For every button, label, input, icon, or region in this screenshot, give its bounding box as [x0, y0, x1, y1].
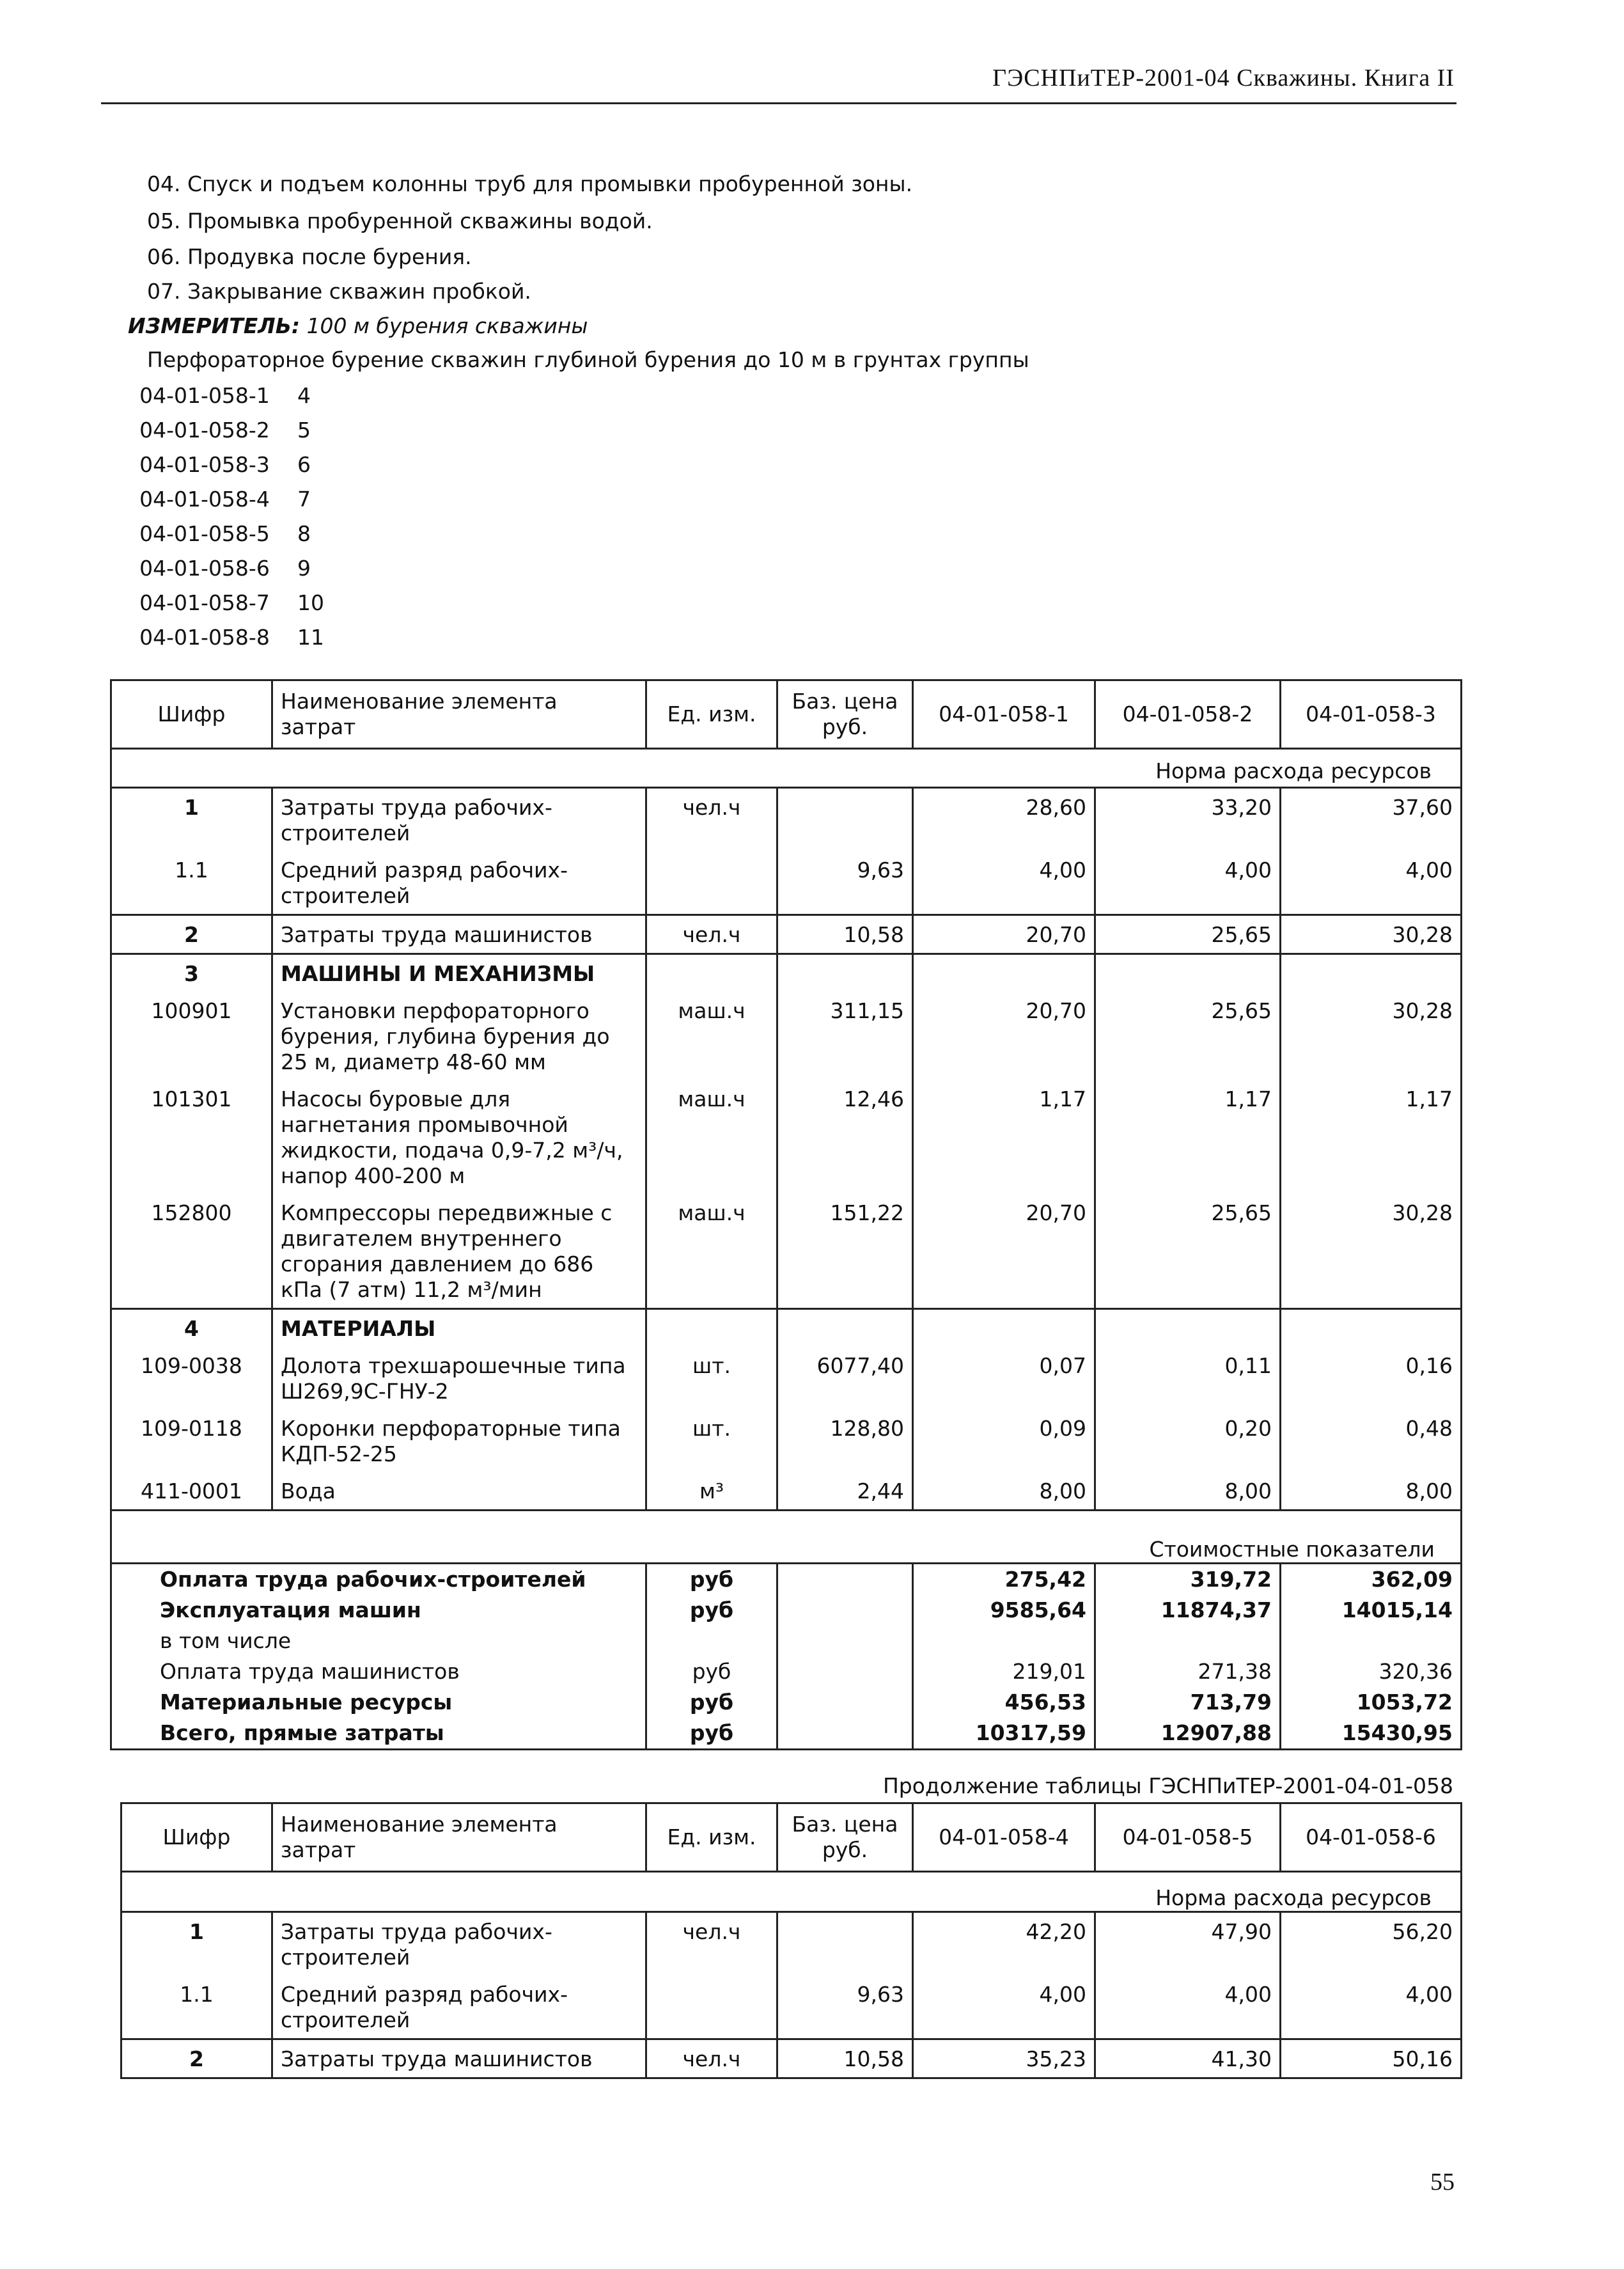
- row-name: Вода: [272, 1472, 646, 1511]
- soil-group: 9: [297, 556, 311, 581]
- table-row: [111, 1309, 1462, 1347]
- step-06: 06. Продувка после бурения.: [147, 244, 472, 269]
- row-price: 12,46: [777, 1080, 913, 1194]
- row-value: 50,16: [1281, 2039, 1462, 2078]
- row-value: [1095, 1309, 1281, 1347]
- code-value: 04-01-058-8: [139, 625, 270, 650]
- row-price: [777, 1912, 913, 1976]
- cost-unit: руб: [646, 1718, 777, 1750]
- row-code: 1.1: [121, 1975, 272, 2039]
- row-code: 411-0001: [111, 1472, 272, 1511]
- soil-group: 7: [297, 487, 311, 512]
- cost-price: [777, 1564, 913, 1596]
- norm-label-row: [121, 1872, 1462, 1912]
- cost-value: [1281, 1626, 1462, 1656]
- cost-price: [777, 1626, 913, 1656]
- cost-value: [913, 1626, 1095, 1656]
- row-name: Установки перфораторного бурения, глубина бурения до 25 м, диаметр 48-60 мм: [272, 992, 646, 1080]
- header-name: Наименование элемента затрат: [272, 680, 646, 749]
- code-list-item: [112, 379, 324, 413]
- meter-line: [128, 313, 588, 338]
- cost-price: [777, 1656, 913, 1687]
- row-value: [913, 1309, 1095, 1347]
- table-row: [111, 1080, 1462, 1194]
- cost-row: [111, 1564, 1462, 1596]
- row-value: 1,17: [913, 1080, 1095, 1194]
- page-header-title: ГЭСНПиТЕР-2001-04 Скважины. Книга II: [992, 65, 1455, 91]
- cost-unit: руб: [646, 1595, 777, 1626]
- cost-value: 275,42: [913, 1564, 1095, 1596]
- row-value: 0,09: [913, 1409, 1095, 1472]
- row-value: 47,90: [1095, 1912, 1281, 1976]
- soil-group: 10: [297, 590, 324, 615]
- row-value: [1281, 1309, 1462, 1347]
- header-code: Шифр: [121, 1803, 272, 1872]
- table-row: [121, 2039, 1462, 2078]
- table-row: [121, 1975, 1462, 2039]
- row-name: Насосы буровые для нагнетания промывочной жидкости, подача 0,9-7,2 м³/ч, напор 400-200 м: [272, 1080, 646, 1194]
- cost-row: [111, 1718, 1462, 1750]
- row-value: 0,07: [913, 1347, 1095, 1409]
- row-value: 4,00: [913, 851, 1095, 915]
- row-value: 0,11: [1095, 1347, 1281, 1409]
- cost-value: 11874,37: [1095, 1595, 1281, 1626]
- cost-name: Оплата труда машинистов: [111, 1656, 646, 1687]
- table-row: [111, 1472, 1462, 1511]
- cost-value: [1095, 1626, 1281, 1656]
- table-row: [111, 954, 1462, 993]
- row-value: [1281, 954, 1462, 993]
- row-name: Средний разряд рабочих-строителей: [272, 851, 646, 915]
- code-list-item: [112, 586, 324, 620]
- table-description: Перфораторное бурение скважин глубиной бурения до 10 м в грунтах группы: [147, 347, 1029, 372]
- row-unit: маш.ч: [646, 992, 777, 1080]
- table-row: [111, 1347, 1462, 1409]
- row-value: 30,28: [1281, 992, 1462, 1080]
- cost-price: [777, 1718, 913, 1750]
- header-rule: [101, 102, 1456, 104]
- row-code: 100901: [111, 992, 272, 1080]
- code-value: 04-01-058-1: [139, 383, 270, 408]
- cost-value: 362,09: [1281, 1564, 1462, 1596]
- row-value: 8,00: [1281, 1472, 1462, 1511]
- code-value: 04-01-058-3: [139, 452, 270, 477]
- code-list-item: [112, 551, 324, 586]
- soil-group: 5: [297, 418, 311, 443]
- resource-table-1: [110, 679, 1462, 1750]
- cost-value: 9585,64: [913, 1595, 1095, 1626]
- row-name: Затраты труда рабочих-строителей: [272, 1912, 646, 1976]
- step-05: 05. Промывка пробуренной скважины водой.: [147, 208, 653, 233]
- table-header-row: [121, 1803, 1462, 1872]
- soil-group: 11: [297, 625, 324, 650]
- row-value: 8,00: [913, 1472, 1095, 1511]
- code-value: 04-01-058-6: [139, 556, 270, 581]
- row-unit: чел.ч: [646, 915, 777, 954]
- table-row: [111, 1409, 1462, 1472]
- cost-unit: [646, 1626, 777, 1656]
- row-unit: маш.ч: [646, 1194, 777, 1309]
- cost-price: [777, 1687, 913, 1718]
- row-price: 10,58: [777, 915, 913, 954]
- norm-label: Норма расхода ресурсов: [121, 1872, 1462, 1912]
- row-price: [777, 1309, 913, 1347]
- row-code: 3: [111, 954, 272, 993]
- cost-price: [777, 1595, 913, 1626]
- norm-label-row: [111, 749, 1462, 788]
- row-value: 28,60: [913, 788, 1095, 852]
- row-value: 20,70: [913, 1194, 1095, 1309]
- cost-value: 456,53: [913, 1687, 1095, 1718]
- table-1-costs: [111, 1564, 1462, 1750]
- row-unit: [646, 1975, 777, 2039]
- meter-label: ИЗМЕРИТЕЛЬ:: [128, 313, 301, 338]
- cost-label: Стоимостные показатели: [111, 1511, 1462, 1564]
- row-price: 2,44: [777, 1472, 913, 1511]
- row-name: МАТЕРИАЛЫ: [272, 1309, 646, 1347]
- row-value: 25,65: [1095, 1194, 1281, 1309]
- code-list-item: [112, 413, 324, 448]
- row-value: 30,28: [1281, 1194, 1462, 1309]
- code-list-item: [112, 517, 324, 551]
- cost-name: Всего, прямые затраты: [111, 1718, 646, 1750]
- table-header-row: [111, 680, 1462, 749]
- row-code: 1.1: [111, 851, 272, 915]
- row-price: 10,58: [777, 2039, 913, 2078]
- header-col-6: 04-01-058-6: [1281, 1803, 1462, 1872]
- header-unit: Ед. изм.: [646, 680, 777, 749]
- cost-row: [111, 1595, 1462, 1626]
- cost-value: 14015,14: [1281, 1595, 1462, 1626]
- row-unit: [646, 851, 777, 915]
- row-code: 2: [111, 915, 272, 954]
- row-price: 311,15: [777, 992, 913, 1080]
- row-value: 8,00: [1095, 1472, 1281, 1511]
- row-unit: чел.ч: [646, 788, 777, 852]
- table-row: [111, 1194, 1462, 1309]
- header-unit: Ед. изм.: [646, 1803, 777, 1872]
- row-value: 37,60: [1281, 788, 1462, 852]
- row-name: МАШИНЫ И МЕХАНИЗМЫ: [272, 954, 646, 993]
- header-col-1: 04-01-058-1: [913, 680, 1095, 749]
- row-value: 56,20: [1281, 1912, 1462, 1976]
- step-07: 07. Закрывание скважин пробкой.: [147, 279, 531, 304]
- step-04: 04. Спуск и подъем колонны труб для промывки пробуренной зоны.: [147, 171, 913, 196]
- cost-value: 1053,72: [1281, 1687, 1462, 1718]
- row-value: 4,00: [1281, 1975, 1462, 2039]
- row-code: 1: [111, 788, 272, 852]
- row-unit: чел.ч: [646, 1912, 777, 1976]
- table-row: [111, 992, 1462, 1080]
- row-value: 0,16: [1281, 1347, 1462, 1409]
- row-value: 0,20: [1095, 1409, 1281, 1472]
- row-value: 4,00: [1281, 851, 1462, 915]
- row-name: Компрессоры передвижные с двигателем внутреннего сгорания давлением до 686 кПа (7 атм) 11,2 м³/мин: [272, 1194, 646, 1309]
- code-list-item: [112, 448, 324, 482]
- row-value: 20,70: [913, 915, 1095, 954]
- cost-row: [111, 1687, 1462, 1718]
- row-value: 1,17: [1281, 1080, 1462, 1194]
- row-price: 6077,40: [777, 1347, 913, 1409]
- table-row: [111, 851, 1462, 915]
- cost-name: Эксплуатация машин: [111, 1595, 646, 1626]
- table-2-body: [121, 1912, 1462, 2078]
- cost-value: 319,72: [1095, 1564, 1281, 1596]
- row-unit: шт.: [646, 1347, 777, 1409]
- row-value: 25,65: [1095, 992, 1281, 1080]
- row-code: 2: [121, 2039, 272, 2078]
- row-unit: [646, 954, 777, 993]
- meter-value: 100 м бурения скважины: [306, 313, 588, 338]
- row-value: 1,17: [1095, 1080, 1281, 1194]
- code-value: 04-01-058-4: [139, 487, 270, 512]
- header-code: Шифр: [111, 680, 272, 749]
- cost-unit: руб: [646, 1564, 777, 1596]
- row-name: Долота трехшарошечные типа Ш269,9С-ГНУ-2: [272, 1347, 646, 1409]
- header-price: Баз. цена руб.: [777, 680, 913, 749]
- header-col-3: 04-01-058-3: [1281, 680, 1462, 749]
- code-list: [112, 379, 324, 655]
- cost-value: 713,79: [1095, 1687, 1281, 1718]
- header-name: Наименование элемента затрат: [272, 1803, 646, 1872]
- table-row: [111, 788, 1462, 852]
- code-value: 04-01-058-2: [139, 418, 270, 443]
- soil-group: 8: [297, 521, 311, 546]
- cost-value: 15430,95: [1281, 1718, 1462, 1750]
- row-price: 128,80: [777, 1409, 913, 1472]
- row-code: 109-0118: [111, 1409, 272, 1472]
- row-unit: м³: [646, 1472, 777, 1511]
- soil-group: 6: [297, 452, 311, 477]
- header-col-4: 04-01-058-4: [913, 1803, 1095, 1872]
- table-1-body: [111, 788, 1462, 1511]
- row-price: 9,63: [777, 851, 913, 915]
- row-value: 4,00: [913, 1975, 1095, 2039]
- code-list-item: [112, 620, 324, 655]
- row-unit: чел.ч: [646, 2039, 777, 2078]
- cost-row: [111, 1626, 1462, 1656]
- row-value: 4,00: [1095, 851, 1281, 915]
- row-code: 4: [111, 1309, 272, 1347]
- row-value: 41,30: [1095, 2039, 1281, 2078]
- header-price: Баз. цена руб.: [777, 1803, 913, 1872]
- row-name: Средний разряд рабочих-строителей: [272, 1975, 646, 2039]
- row-value: 35,23: [913, 2039, 1095, 2078]
- table-row: [121, 1912, 1462, 1976]
- row-value: 4,00: [1095, 1975, 1281, 2039]
- row-value: [913, 954, 1095, 993]
- cost-value: 271,38: [1095, 1656, 1281, 1687]
- row-price: 151,22: [777, 1194, 913, 1309]
- cost-row: [111, 1656, 1462, 1687]
- row-code: 152800: [111, 1194, 272, 1309]
- cost-value: 10317,59: [913, 1718, 1095, 1750]
- row-code: 101301: [111, 1080, 272, 1194]
- code-list-item: [112, 482, 324, 517]
- row-unit: шт.: [646, 1409, 777, 1472]
- table-row: [111, 915, 1462, 954]
- page-number: 55: [1430, 2169, 1455, 2195]
- row-value: 20,70: [913, 992, 1095, 1080]
- row-name: Затраты труда машинистов: [272, 2039, 646, 2078]
- cost-name: Оплата труда рабочих-строителей: [111, 1564, 646, 1596]
- cost-name: Материальные ресурсы: [111, 1687, 646, 1718]
- row-name: Затраты труда рабочих-строителей: [272, 788, 646, 852]
- resource-table-2: [120, 1802, 1462, 2079]
- code-value: 04-01-058-7: [139, 590, 270, 615]
- code-value: 04-01-058-5: [139, 521, 270, 546]
- row-value: 0,48: [1281, 1409, 1462, 1472]
- cost-name: в том числе: [111, 1626, 646, 1656]
- row-value: 33,20: [1095, 788, 1281, 852]
- row-value: [1095, 954, 1281, 993]
- cost-value: 12907,88: [1095, 1718, 1281, 1750]
- header-col-5: 04-01-058-5: [1095, 1803, 1281, 1872]
- row-name: Коронки перфораторные типа КДП-52-25: [272, 1409, 646, 1472]
- row-value: 25,65: [1095, 915, 1281, 954]
- header-col-2: 04-01-058-2: [1095, 680, 1281, 749]
- cost-value: 219,01: [913, 1656, 1095, 1687]
- row-name: Затраты труда машинистов: [272, 915, 646, 954]
- cost-value: 320,36: [1281, 1656, 1462, 1687]
- norm-label: Норма расхода ресурсов: [111, 749, 1462, 788]
- row-unit: [646, 1309, 777, 1347]
- cost-label-row: [111, 1511, 1462, 1564]
- row-price: [777, 788, 913, 852]
- row-value: 30,28: [1281, 915, 1462, 954]
- cost-unit: руб: [646, 1687, 777, 1718]
- row-unit: маш.ч: [646, 1080, 777, 1194]
- continuation-note: Продолжение таблицы ГЭСНПиТЕР-2001-04-01-058: [882, 1773, 1453, 1798]
- row-price: [777, 954, 913, 993]
- row-value: 42,20: [913, 1912, 1095, 1976]
- cost-unit: руб: [646, 1656, 777, 1687]
- row-price: 9,63: [777, 1975, 913, 2039]
- row-code: 109-0038: [111, 1347, 272, 1409]
- soil-group: 4: [297, 383, 311, 408]
- row-code: 1: [121, 1912, 272, 1976]
